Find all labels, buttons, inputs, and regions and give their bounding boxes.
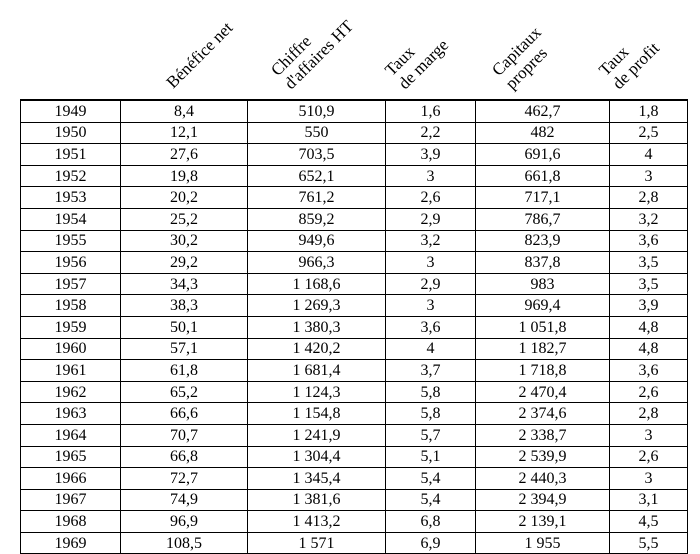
cell-taux-de-profit: 2,8 (610, 403, 688, 425)
cell-taux-de-profit: 3,5 (610, 252, 688, 274)
cell-capitaux-propres: 1 051,8 (476, 316, 610, 338)
cell-benefice-net: 61,8 (121, 360, 248, 382)
cell-benefice-net: 8,4 (121, 100, 248, 122)
table-row (21, 252, 688, 274)
cell-taux-de-marge: 3 (386, 165, 476, 187)
cell-year: 1966 (21, 468, 121, 490)
cell-year: 1967 (21, 489, 121, 511)
cell-year: 1951 (21, 144, 121, 166)
cell-taux-de-marge: 3,9 (386, 144, 476, 166)
cell-benefice-net: 27,6 (121, 144, 248, 166)
cell-taux-de-profit: 4,5 (610, 511, 688, 533)
cell-capitaux-propres: 1 955 (476, 532, 610, 554)
table-body (21, 100, 688, 554)
cell-chiffre-affaires: 1 241,9 (248, 424, 386, 446)
cell-chiffre-affaires: 1 154,8 (248, 403, 386, 425)
cell-taux-de-profit: 5,5 (610, 532, 688, 554)
table-row (21, 511, 688, 533)
cell-chiffre-affaires: 761,2 (248, 187, 386, 209)
cell-benefice-net: 38,3 (121, 295, 248, 317)
table-row (21, 100, 688, 122)
cell-benefice-net: 50,1 (121, 316, 248, 338)
cell-taux-de-marge: 6,9 (386, 532, 476, 554)
header-taux-de-marge: Taux de marge (381, 35, 453, 93)
cell-chiffre-affaires: 550 (248, 122, 386, 144)
header-chiffre-affaires: Chiffre d'affaires HT (267, 16, 358, 93)
cell-taux-de-marge: 3 (386, 252, 476, 274)
table-row (21, 316, 688, 338)
table-row (21, 208, 688, 230)
cell-benefice-net: 74,9 (121, 489, 248, 511)
cell-taux-de-profit: 3,1 (610, 489, 688, 511)
cell-benefice-net: 66,8 (121, 446, 248, 468)
cell-taux-de-profit: 3,5 (610, 273, 688, 295)
cell-capitaux-propres: 462,7 (476, 100, 610, 122)
cell-taux-de-marge: 5,8 (386, 381, 476, 403)
cell-taux-de-marge: 5,4 (386, 468, 476, 490)
cell-year: 1952 (21, 165, 121, 187)
cell-chiffre-affaires: 1 681,4 (248, 360, 386, 382)
cell-chiffre-affaires: 1 420,2 (248, 338, 386, 360)
cell-taux-de-marge: 3,2 (386, 230, 476, 252)
cell-benefice-net: 29,2 (121, 252, 248, 274)
cell-year: 1956 (21, 252, 121, 274)
cell-taux-de-marge: 1,6 (386, 100, 476, 122)
cell-chiffre-affaires: 652,1 (248, 165, 386, 187)
cell-taux-de-profit: 2,6 (610, 446, 688, 468)
cell-taux-de-marge: 5,1 (386, 446, 476, 468)
cell-taux-de-marge: 3,7 (386, 360, 476, 382)
cell-capitaux-propres: 717,1 (476, 187, 610, 209)
cell-chiffre-affaires: 1 380,3 (248, 316, 386, 338)
cell-year: 1959 (21, 316, 121, 338)
cell-capitaux-propres: 837,8 (476, 252, 610, 274)
cell-capitaux-propres: 823,9 (476, 230, 610, 252)
cell-taux-de-profit: 3,2 (610, 208, 688, 230)
header-taux-de-profit: Taux de profit (595, 38, 664, 93)
cell-chiffre-affaires: 966,3 (248, 252, 386, 274)
cell-benefice-net: 30,2 (121, 230, 248, 252)
cell-year: 1949 (21, 100, 121, 122)
cell-benefice-net: 20,2 (121, 187, 248, 209)
header-benefice-net: Bénéfice net (162, 18, 237, 92)
cell-taux-de-profit: 3 (610, 424, 688, 446)
cell-chiffre-affaires: 510,9 (248, 100, 386, 122)
cell-chiffre-affaires: 1 571 (248, 532, 386, 554)
cell-year: 1962 (21, 381, 121, 403)
cell-taux-de-profit: 4,8 (610, 338, 688, 360)
cell-taux-de-marge: 2,9 (386, 208, 476, 230)
table-row (21, 446, 688, 468)
cell-capitaux-propres: 2 338,7 (476, 424, 610, 446)
cell-year: 1968 (21, 511, 121, 533)
cell-chiffre-affaires: 1 381,6 (248, 489, 386, 511)
cell-taux-de-profit: 1,8 (610, 100, 688, 122)
cell-benefice-net: 57,1 (121, 338, 248, 360)
cell-taux-de-marge: 3,6 (386, 316, 476, 338)
cell-benefice-net: 65,2 (121, 381, 248, 403)
cell-taux-de-marge: 5,7 (386, 424, 476, 446)
cell-chiffre-affaires: 1 269,3 (248, 295, 386, 317)
table-row (21, 144, 688, 166)
cell-taux-de-profit: 2,5 (610, 122, 688, 144)
cell-benefice-net: 96,9 (121, 511, 248, 533)
cell-year: 1957 (21, 273, 121, 295)
table-row (21, 468, 688, 490)
cell-taux-de-profit: 2,6 (610, 381, 688, 403)
cell-benefice-net: 19,8 (121, 165, 248, 187)
cell-chiffre-affaires: 1 168,6 (248, 273, 386, 295)
table-row (21, 230, 688, 252)
cell-year: 1955 (21, 230, 121, 252)
table-row (21, 165, 688, 187)
cell-capitaux-propres: 1 718,8 (476, 360, 610, 382)
cell-year: 1954 (21, 208, 121, 230)
cell-taux-de-marge: 4 (386, 338, 476, 360)
cell-chiffre-affaires: 1 124,3 (248, 381, 386, 403)
table-row (21, 489, 688, 511)
table-row (21, 295, 688, 317)
cell-capitaux-propres: 969,4 (476, 295, 610, 317)
cell-capitaux-propres: 661,8 (476, 165, 610, 187)
cell-capitaux-propres: 2 440,3 (476, 468, 610, 490)
cell-year: 1965 (21, 446, 121, 468)
cell-capitaux-propres: 786,7 (476, 208, 610, 230)
cell-year: 1963 (21, 403, 121, 425)
cell-year: 1950 (21, 122, 121, 144)
table-row (21, 187, 688, 209)
cell-chiffre-affaires: 1 304,4 (248, 446, 386, 468)
cell-benefice-net: 12,1 (121, 122, 248, 144)
cell-chiffre-affaires: 703,5 (248, 144, 386, 166)
cell-taux-de-profit: 4,8 (610, 316, 688, 338)
table-row (21, 273, 688, 295)
cell-capitaux-propres: 482 (476, 122, 610, 144)
cell-benefice-net: 70,7 (121, 424, 248, 446)
cell-benefice-net: 34,3 (121, 273, 248, 295)
header-capitaux-propres: Capitaux propres (488, 22, 552, 93)
cell-chiffre-affaires: 949,6 (248, 230, 386, 252)
cell-benefice-net: 72,7 (121, 468, 248, 490)
cell-capitaux-propres: 983 (476, 273, 610, 295)
cell-chiffre-affaires: 1 345,4 (248, 468, 386, 490)
table-row (21, 403, 688, 425)
table-row (21, 360, 688, 382)
cell-taux-de-marge: 2,2 (386, 122, 476, 144)
cell-taux-de-marge: 6,8 (386, 511, 476, 533)
cell-capitaux-propres: 2 394,9 (476, 489, 610, 511)
cell-capitaux-propres: 691,6 (476, 144, 610, 166)
table-row (21, 338, 688, 360)
cell-taux-de-marge: 2,6 (386, 187, 476, 209)
cell-year: 1969 (21, 532, 121, 554)
cell-taux-de-marge: 2,9 (386, 273, 476, 295)
cell-benefice-net: 25,2 (121, 208, 248, 230)
cell-year: 1960 (21, 338, 121, 360)
table-row (21, 532, 688, 554)
cell-taux-de-profit: 3 (610, 165, 688, 187)
cell-year: 1961 (21, 360, 121, 382)
table-row (21, 122, 688, 144)
cell-chiffre-affaires: 859,2 (248, 208, 386, 230)
cell-taux-de-marge: 5,4 (386, 489, 476, 511)
cell-taux-de-profit: 3,9 (610, 295, 688, 317)
cell-benefice-net: 108,5 (121, 532, 248, 554)
table-row (21, 424, 688, 446)
table-row (21, 381, 688, 403)
cell-benefice-net: 66,6 (121, 403, 248, 425)
cell-taux-de-profit: 3 (610, 468, 688, 490)
cell-capitaux-propres: 2 139,1 (476, 511, 610, 533)
cell-taux-de-profit: 4 (610, 144, 688, 166)
cell-taux-de-marge: 5,8 (386, 403, 476, 425)
cell-capitaux-propres: 2 539,9 (476, 446, 610, 468)
cell-taux-de-profit: 2,8 (610, 187, 688, 209)
cell-taux-de-profit: 3,6 (610, 360, 688, 382)
data-table (20, 99, 688, 554)
cell-year: 1964 (21, 424, 121, 446)
column-headers (0, 0, 700, 100)
cell-year: 1953 (21, 187, 121, 209)
cell-capitaux-propres: 1 182,7 (476, 338, 610, 360)
cell-year: 1958 (21, 295, 121, 317)
cell-taux-de-profit: 3,6 (610, 230, 688, 252)
cell-capitaux-propres: 2 470,4 (476, 381, 610, 403)
cell-chiffre-affaires: 1 413,2 (248, 511, 386, 533)
cell-taux-de-marge: 3 (386, 295, 476, 317)
cell-capitaux-propres: 2 374,6 (476, 403, 610, 425)
